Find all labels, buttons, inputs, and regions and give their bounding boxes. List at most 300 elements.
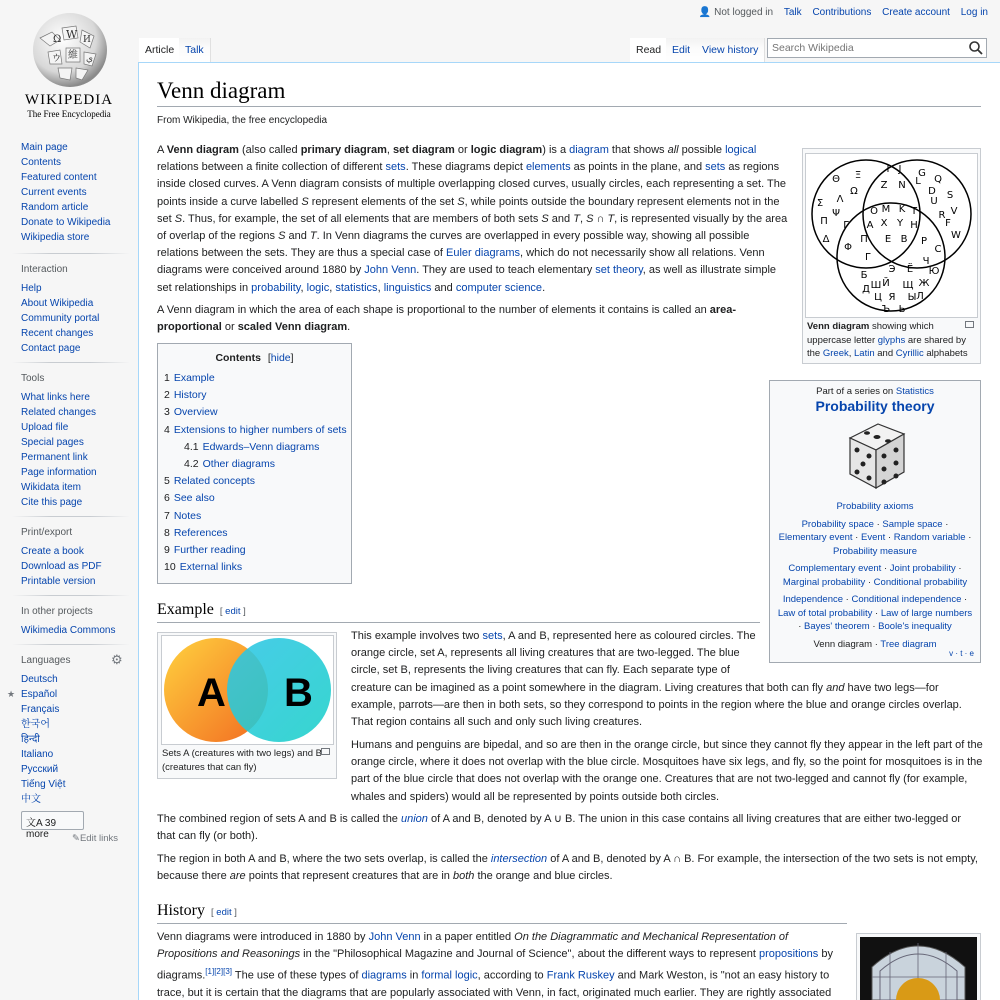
tab-talk[interactable]: [179, 38, 211, 62]
infobox-group: [770, 562, 980, 589]
wiki-link[interactable]: union: [400, 813, 428, 825]
venn-glyph: Б: [860, 270, 868, 281]
venn-glyph: V: [950, 206, 958, 217]
globe-glyph-5: ي: [86, 54, 94, 64]
wiki-link[interactable]: John Venn: [368, 931, 421, 943]
venn-glyph: M: [881, 204, 891, 215]
infobox-line: Complementary event · Joint probability ·: [788, 563, 962, 574]
venn-glyph: Ы: [907, 292, 917, 303]
intro-line: relations between the sets. They are thus a special case of Euler diagrams, which do not necessarily show all relations. Venn: [157, 247, 765, 260]
venn-glyph: P: [920, 236, 928, 247]
infobox-title[interactable]: Probability theory: [815, 398, 935, 414]
intro-line: A Venn diagram (also called primary diagram, set diagram or logic diagram) is a diagram that shows all possible logical: [157, 144, 757, 156]
wiki-link[interactable]: probability: [251, 281, 301, 294]
wiki-link[interactable]: Euler diagrams: [446, 247, 521, 260]
infobox-link[interactable]: Sample space: [882, 518, 943, 530]
history-line: Venn diagrams were introduced in 1880 by John Venn in a paper entitled On the Diagrammatic and Mechanical Representation of: [157, 931, 789, 943]
sidebar-tools-item[interactable]: What links here: [21, 392, 90, 403]
toc-list: [164, 370, 345, 576]
venn-glyph: K: [898, 204, 906, 215]
sidebar-nav-item[interactable]: Donate to Wikipedia: [21, 217, 111, 228]
toc-item[interactable]: [164, 387, 345, 404]
toc-item-number: 4.1: [184, 440, 199, 453]
example-paragraph-2: [351, 737, 991, 806]
example-p2-line: orange circle, where it does not overlap with the blue circle. Mosquitoes have six legs, and fly, so the point for mosquitoes is in the: [351, 756, 983, 769]
infobox-above-label: Part of a series on: [816, 386, 894, 397]
sidebar-navigation: [21, 140, 138, 245]
sidebar-heading-languages: [21, 652, 138, 667]
infobox-link[interactable]: Conditional probability: [873, 576, 968, 588]
venn-glyph: G: [918, 168, 926, 179]
toc-item-number: 4: [164, 423, 170, 436]
dice-icon: [842, 420, 908, 492]
example-paragraph-4: [157, 851, 987, 885]
infobox-link[interactable]: Complementary event: [788, 563, 882, 574]
sidebar-nav-item[interactable]: Featured content: [21, 172, 97, 183]
infobox-line: Law of total probability · Law of large numbers: [777, 607, 973, 619]
wiki-link[interactable]: Latin: [854, 348, 875, 359]
edit-links[interactable]: [72, 833, 138, 844]
venn-glyph: Y: [896, 218, 904, 229]
venn-glyph: T: [910, 206, 918, 217]
sidebar: [0, 140, 138, 844]
edit-links-label: Edit links: [79, 833, 118, 844]
venn-glyph: D: [928, 186, 936, 197]
sidebar-tools-item[interactable]: Upload file: [21, 422, 69, 433]
example-p4-line: because there are points that represent creatures that are in both the orange and blue circles.: [157, 870, 613, 883]
tab-talk-label: Talk: [185, 44, 204, 56]
infobox-group: [770, 518, 980, 559]
wiki-link[interactable]: sets: [705, 161, 726, 174]
sidebar-tools-item[interactable]: Cite this page: [21, 497, 83, 508]
venn-glyph: C: [934, 244, 942, 255]
example-heading-label: Example: [157, 601, 214, 618]
two-set-venn-diagram: [162, 636, 333, 744]
tab-edit-label: Edit: [672, 44, 691, 56]
wiki-link[interactable]: Cyrillic: [895, 348, 924, 359]
toc-item-number: 8: [164, 526, 170, 539]
toc-item[interactable]: [164, 542, 345, 559]
sidebar-nav-item[interactable]: Current events: [21, 187, 87, 198]
venn-glyph: Ё: [906, 264, 914, 275]
toc-item[interactable]: [164, 370, 345, 387]
sidebar-language-item[interactable]: Italiano: [21, 749, 54, 760]
wiki-link[interactable]: Greek: [822, 348, 849, 359]
venn-glyph: Ω: [850, 186, 858, 197]
venn-glyph: Q: [934, 174, 942, 185]
tagline: The Free Encyclopedia: [27, 109, 111, 119]
tab-history[interactable]: [696, 38, 765, 62]
venn-glyph: J: [898, 164, 902, 175]
log-in-link[interactable]: Log in: [960, 7, 988, 18]
sidebar-interaction-item[interactable]: Contact page: [21, 343, 81, 354]
infobox-line: Independence · Conditional independence ·: [782, 594, 968, 605]
infobox-line: [770, 545, 980, 559]
infobox-link[interactable]: Probability measure: [833, 545, 917, 557]
venn-caption: Venn diagram showing which uppercase letter glyphs are shared by the Greek, Latin and Cyrillic alphabets: [807, 321, 968, 359]
infobox-link[interactable]: Joint probability: [889, 563, 956, 574]
toc-item-label: Further reading: [173, 544, 246, 557]
venn-glyph: R: [938, 210, 946, 221]
infobox-link[interactable]: Probability axioms: [836, 501, 914, 512]
sidebar-language-item[interactable]: Français: [21, 704, 60, 715]
infobox-line: Probability space · Sample space ·: [801, 518, 949, 530]
toc-item-label: Example: [173, 372, 215, 384]
intro-paragraph: [157, 142, 787, 297]
featured-star-icon: ★: [7, 689, 16, 699]
wiki-link[interactable]: [2]: [214, 967, 224, 977]
venn-glyph: Ь: [898, 304, 906, 315]
example-p3-line: that can fly (or both).: [157, 830, 258, 843]
sidebar-language-item[interactable]: हिन्दी: [21, 734, 40, 745]
intro-line: relations between a finite collection of different sets. These diagrams depict elements as points in the plane, and sets as regions: [157, 161, 780, 174]
sidebar-language-item[interactable]: Deutsch: [21, 674, 58, 685]
toc-item-label: Overview: [173, 406, 218, 419]
history-heading-label: History: [157, 902, 205, 919]
toc-item-number: 7: [164, 509, 170, 522]
venn-glyph: Ш: [870, 280, 882, 291]
sidebar-tools-item[interactable]: Permanent link: [21, 452, 88, 463]
user-icon: 👤: [698, 7, 712, 18]
sidebar-tools-item[interactable]: Special pages: [21, 437, 84, 448]
example-edit-link[interactable]: edit: [225, 606, 241, 617]
venn-glyph: Й: [882, 278, 890, 289]
title-divider: [157, 106, 981, 107]
infobox-link[interactable]: Law of large numbers: [880, 607, 973, 619]
infobox-line: Elementary event · Event · Random variable ·: [778, 532, 972, 543]
sidebar-nav-item[interactable]: Wikipedia store: [21, 232, 90, 243]
toc-item-label: External links: [179, 561, 243, 574]
intro-line: set S. Thus, for example, the set of all elements that are members of both sets S and T, S ∩ T, is represented visually by the area: [157, 212, 788, 225]
toc-item-label: Other diagrams: [202, 458, 275, 471]
sidebar-interaction-item[interactable]: Help: [21, 283, 42, 294]
infobox-above: [770, 386, 980, 397]
site-subtitle: From Wikipedia, the free encyclopedia: [157, 115, 328, 126]
infobox-link[interactable]: Random variable: [893, 532, 966, 543]
venn-glyph: X: [880, 218, 888, 229]
infobox-link[interactable]: Tree diagram: [880, 638, 937, 650]
ab-venn-image[interactable]: [161, 635, 334, 745]
toc-item-number: 4.2: [184, 458, 199, 471]
stained-glass-image[interactable]: [860, 937, 977, 1000]
area-line: A Venn diagram in which the area of each shape is proportional to the number of elements it contains is called an area-: [157, 304, 737, 316]
toc-hide-toggle[interactable]: [hide]: [267, 352, 294, 364]
wordmark: WIKIPEDIA: [24, 92, 114, 108]
sidebar-print-item[interactable]: Printable version: [21, 576, 96, 587]
example-heading-rule: [157, 622, 760, 623]
example-p2-line: part of the blue circle that does not overlap with the orange one. Creatures that are not two-legged and cannot fly (for example,: [351, 773, 968, 786]
venn-glyph: Φ: [844, 242, 852, 253]
toc-title-label: Contents: [215, 352, 261, 364]
history-line: Propositions and Reasonings in the "Philosophical Magazine and Journal of Science", about the different ways to represent propositions by: [157, 948, 833, 961]
probability-infobox: [769, 380, 981, 663]
toc-item-number: 5: [164, 475, 170, 488]
venn-glyph: W: [951, 230, 961, 241]
infobox-line: Marginal probability · Conditional probability: [782, 576, 968, 588]
history-line: trace, but it is certain that the diagrams that are popularly associated with Venn, in fact, originated much earlier. They are rightly associated: [157, 987, 832, 1000]
example-p1-line: example, parrots—are then in both sets, so they correspond to points in the region where the blue and orange circles overlap.: [351, 698, 962, 711]
venn-glyph: O: [870, 206, 878, 217]
sidebar-projects-item[interactable]: Wikimedia Commons: [21, 625, 116, 636]
venn-glyph: Θ: [832, 174, 840, 185]
example-p1-line: circle, set B, represents the living creatures that can fly. Each separate type of: [351, 664, 730, 677]
toc-hide-label: hide: [270, 352, 291, 364]
sidebar-language-item[interactable]: 中文: [21, 794, 41, 805]
example-p1-line: orange circle, set A, represents all living creatures that are two-legged. The blue: [351, 647, 740, 660]
wiki-link[interactable]: statistics: [335, 281, 378, 294]
wikipedia-logo[interactable]: [0, 0, 138, 135]
example-p2-line: whales and spiders) would all be represented by points outside both circles.: [351, 790, 720, 803]
venn-glyph: Ъ: [881, 304, 891, 315]
venn-glyph: Δ: [822, 234, 830, 245]
enlarge-icon[interactable]: [321, 748, 330, 755]
venn-diagram-image[interactable]: [805, 153, 978, 318]
venn-glyph: Д: [862, 284, 870, 295]
wiki-link[interactable]: Frank Ruskey: [546, 970, 615, 983]
infobox-line: · Bayes' theorem · Boole's inequality: [798, 621, 952, 632]
tab-article[interactable]: [139, 38, 181, 62]
area-paragraph: [157, 302, 787, 336]
venn-glyph: B: [900, 234, 908, 245]
toc-item-number: 1: [164, 372, 170, 384]
more-languages-button[interactable]: [21, 811, 84, 840]
set-a-label: A: [197, 671, 226, 715]
venn-glyph: Π: [820, 216, 828, 227]
toc-item-label: History: [173, 389, 207, 402]
sidebar-interaction: [21, 281, 138, 356]
section-heading-history: History [ edit ]: [157, 902, 237, 919]
infobox-line: Venn diagram · Tree diagram: [813, 638, 937, 650]
venn-glyph: N: [898, 180, 906, 191]
toc-title: [164, 352, 345, 364]
wiki-link[interactable]: diagram: [569, 144, 609, 156]
sidebar-languages: [7, 672, 138, 807]
navbox-vte[interactable]: v · t · e: [949, 649, 974, 658]
not-logged-in: 👤 Not logged in: [698, 7, 774, 18]
sidebar-language-item[interactable]: 한국어: [21, 719, 50, 730]
toc-item-label: See also: [173, 492, 215, 505]
tab-history-label: View history: [702, 44, 759, 56]
toc-item[interactable]: [164, 473, 345, 490]
gear-icon[interactable]: ⚙: [111, 652, 123, 667]
infobox-link[interactable]: Marginal probability: [782, 576, 866, 588]
history-line: diagrams.[1][2][3] The use of these types of diagrams in formal logic, according to Frank Ruskey and Mark Weston, is "not an easy history to: [157, 967, 830, 983]
venn-glyph: Ψ: [832, 208, 840, 219]
wiki-link[interactable]: [3]: [223, 967, 233, 977]
intro-line: diagrams were conceived around 1880 by John Venn. They are used to teach elementary set theory, as well as illustrate simple: [157, 264, 777, 277]
wiki-link[interactable]: logic: [306, 281, 330, 294]
sidebar-language-item[interactable]: Русский: [21, 764, 59, 775]
venn-glyph: Г: [864, 252, 872, 263]
alphabets-venn-diagram: [806, 154, 977, 317]
example-paragraph-1: [351, 628, 991, 731]
toc-item-number: 3: [164, 406, 170, 419]
wiki-link[interactable]: set theory: [595, 264, 643, 277]
sidebar-language-item[interactable]: Español ★: [7, 689, 58, 700]
sidebar-tools-item[interactable]: Wikidata item: [21, 482, 82, 493]
statistics-link[interactable]: Statistics: [895, 386, 934, 397]
languages-heading-label: Languages: [21, 655, 71, 666]
venn-glyph: I: [886, 164, 890, 175]
toc-item[interactable]: [164, 508, 345, 525]
venn-glyph: U: [930, 196, 938, 207]
infobox-line: [770, 500, 980, 514]
wiki-link[interactable]: [1]: [205, 967, 215, 977]
wiki-link[interactable]: John Venn: [364, 264, 417, 277]
sidebar-heading-tools: Tools: [21, 373, 45, 384]
intro-line: inside closed curves. A Venn diagram consists of multiple overlapping closed curves, usually circles, each representing a set. The: [157, 178, 786, 191]
sidebar-print-item[interactable]: Download as PDF: [21, 561, 102, 572]
infobox-link[interactable]: Probability space: [801, 518, 874, 530]
sidebar-heading-projects: In other projects: [21, 606, 93, 617]
globe-glyph-0: Ω: [53, 34, 62, 45]
venn-glyph: Λ: [836, 194, 844, 205]
toc-item[interactable]: [164, 456, 345, 473]
wiki-link[interactable]: sets: [385, 161, 406, 174]
sidebar-tools-item[interactable]: Page information: [21, 467, 97, 478]
venn-glyph: Z: [880, 180, 888, 191]
create-account-link[interactable]: Create account: [882, 7, 950, 18]
venn-glyph: Ю: [928, 266, 940, 277]
sidebar-tools-item[interactable]: Related changes: [21, 407, 97, 418]
infobox-link[interactable]: Bayes' theorem: [804, 621, 870, 632]
toc-item-number: 6: [164, 492, 170, 505]
sidebar-interaction-item[interactable]: Recent changes: [21, 328, 94, 339]
area-line: proportional or scaled Venn diagram.: [157, 321, 351, 334]
wiki-link[interactable]: glyphs: [877, 334, 906, 346]
wiki-link[interactable]: computer science: [455, 281, 543, 294]
wiki-link[interactable]: intersection: [490, 853, 548, 865]
sidebar-tools: [21, 390, 138, 510]
toc-item[interactable]: [164, 422, 345, 439]
tab-read[interactable]: [630, 38, 668, 62]
venn-glyph: E: [884, 234, 892, 245]
globe-glyph-3: 維: [68, 50, 78, 61]
venn-glyph: Л: [916, 291, 924, 302]
toc-item-label: Related concepts: [173, 475, 255, 488]
venn-glyph: S: [946, 190, 954, 201]
toc-item[interactable]: [164, 525, 345, 542]
more-languages-label: 39 more: [26, 818, 57, 840]
venn-glyph: Σ: [816, 198, 824, 209]
stained-glass-window: [860, 937, 977, 1000]
sidebar-nav-item[interactable]: Random article: [21, 202, 89, 213]
language-icon: 文A: [26, 818, 43, 829]
venn-glyph: Я: [888, 292, 896, 303]
toc-item[interactable]: [164, 490, 345, 507]
venn-glyph: F: [945, 218, 951, 229]
toc-item-label: References: [173, 526, 228, 539]
venn-glyph: Γ: [843, 220, 849, 231]
intro-line: points inside a curve labelled S represent elements of the set S, while points outside the boundary represent elements not in the: [157, 195, 780, 208]
intro-line: of overlap of the regions S and T. In Venn diagrams the curves are overlapped in every possible way, showing all possible: [157, 230, 750, 243]
infobox-link[interactable]: Elementary event: [778, 532, 853, 543]
contributions-link[interactable]: Contributions: [812, 7, 872, 18]
toc-item[interactable]: [164, 439, 345, 456]
infobox-link[interactable]: Conditional independence: [851, 594, 962, 605]
wiki-link[interactable]: formal logic: [421, 970, 478, 983]
sidebar-interaction-item[interactable]: About Wikipedia: [21, 298, 94, 309]
tab-read-label: Read: [636, 44, 662, 56]
talk-link[interactable]: Talk: [783, 7, 802, 18]
table-of-contents: [157, 343, 352, 584]
sidebar-print-item[interactable]: Create a book: [21, 546, 84, 557]
globe-glyph-1: W: [66, 28, 78, 41]
venn-glyph: Ч: [922, 256, 930, 267]
sidebar-nav-item[interactable]: Main page: [21, 142, 68, 153]
example-p4-line: The region in both A and B, where the two sets overlap, is called the intersection of A and B, denoted by A ∩ B. For example, the intersection of the two sets is not empty,: [157, 853, 978, 865]
venn-glyph: Э: [888, 264, 896, 275]
toc-item-number: 10: [164, 561, 176, 574]
history-edit-link[interactable]: edit: [216, 907, 232, 918]
history-paragraph: [157, 929, 847, 1000]
personal-tools: [691, 7, 988, 18]
intro-line: set relationships in probability, logic, statistics, linguistics and computer science.: [157, 281, 546, 294]
toc-item[interactable]: [164, 404, 345, 421]
page-title: Venn diagram: [157, 78, 286, 103]
toc-item-label: Notes: [173, 509, 202, 522]
toc-item-label: Edwards–Venn diagrams: [202, 440, 320, 453]
toc-item-number: 2: [164, 389, 170, 402]
venn-glyph: H: [910, 220, 918, 231]
sidebar-interaction-item[interactable]: Community portal: [21, 313, 100, 324]
history-heading-rule: [157, 923, 847, 924]
sidebar-nav-item[interactable]: Contents: [21, 157, 62, 168]
venn-glyph: Щ: [902, 280, 914, 291]
example-p3-line: The combined region of sets A and B is called the union of A and B, denoted by A ∪ B. The union in this case contains all living creatures that are either two-legged or: [157, 813, 962, 825]
tab-article-label: Article: [145, 44, 175, 56]
globe-glyph-4: ウ: [52, 54, 62, 64]
sidebar-print: [21, 544, 138, 589]
infobox-group: [770, 500, 980, 514]
set-b-label: B: [284, 671, 313, 715]
tab-edit[interactable]: [666, 38, 697, 62]
wiki-link[interactable]: linguistics: [383, 281, 432, 294]
example-p1-line: That region contains all such and only such living creatures.: [351, 716, 643, 729]
toc-item-label: Extensions to higher numbers of sets: [173, 423, 347, 436]
wiki-link[interactable]: diagrams: [361, 970, 407, 983]
sidebar-language-item[interactable]: Tiếng Việt: [21, 779, 66, 790]
example-paragraph-3: [157, 811, 987, 845]
globe-glyph-2: И: [83, 35, 91, 45]
wiki-link[interactable]: propositions: [758, 948, 819, 961]
venn-glyph: A: [866, 220, 874, 231]
search-icon[interactable]: [968, 40, 984, 56]
search-input[interactable]: [767, 38, 987, 58]
toc-item[interactable]: [164, 559, 345, 576]
infobox-link[interactable]: Event: [861, 532, 886, 543]
sidebar-heading-print: Print/export: [21, 527, 73, 538]
wiki-link[interactable]: elements: [525, 161, 571, 174]
sidebar-projects: [21, 623, 138, 638]
section-heading-example: Example [ edit ]: [157, 601, 246, 618]
pencil-icon: ✎: [72, 833, 80, 844]
venn-glyph: Ξ: [854, 170, 862, 181]
example-p1-line: creature can be imagined as a point somewhere in the diagram. Living creatures that both can fly and have two legs—for: [351, 681, 939, 694]
example-p1-line: This example involves two sets, A and B, represented here as coloured circles. The: [351, 630, 756, 642]
globe-icon: [30, 10, 110, 90]
venn-glyph: Ж: [918, 278, 930, 289]
wiki-link[interactable]: sets: [482, 630, 503, 642]
example-p2-line: Humans and penguins are bipedal, and so are then in the orange circle, but since they cannot fly they appear in the left part of the: [351, 739, 983, 751]
venn-glyph: Π: [860, 234, 868, 245]
infobox-link[interactable]: Boole's inequality: [878, 621, 952, 632]
ab-caption: Sets A (creatures with two legs) and B (creatures that can fly): [162, 748, 322, 773]
infobox-link[interactable]: Law of total probability: [777, 607, 873, 619]
infobox-link[interactable]: Independence: [782, 594, 844, 605]
wiki-link[interactable]: logical: [725, 144, 757, 156]
venn-glyph: Ц: [874, 292, 882, 303]
